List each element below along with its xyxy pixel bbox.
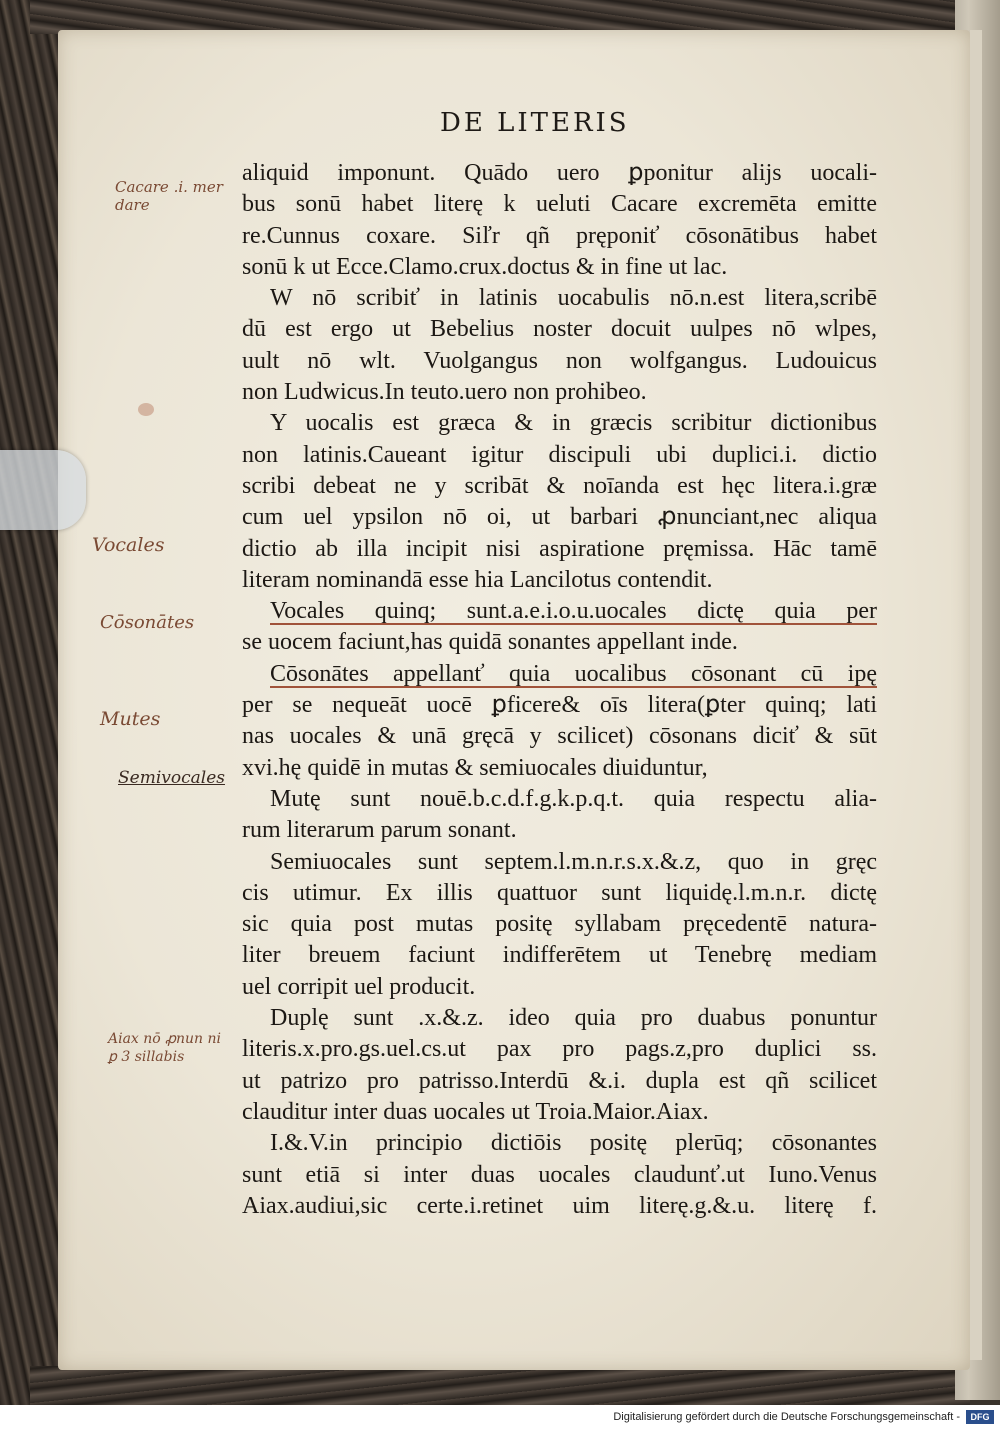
text-line: nas uocales & unā gręcā y scilicet) cōsonans diciť & sūt [242, 723, 877, 750]
plastic-bookmark [0, 450, 86, 530]
text-line: Vocales quinq; sunt.a.e.i.o.u.uocales dictę quia per [270, 598, 877, 625]
text-line: Cōsonātes appellanť quia uocalibus cōsonant cū ipę [270, 660, 877, 687]
text-line: clauditur inter duas uocales ut Troia.Maior.Aiax. [242, 1098, 709, 1125]
text-line: dictio ab illa incipit nisi aspiratione pręmissa. Hāc tamē [242, 535, 877, 562]
text-line: Aiax.audiui,sic certe.i.retinet uim literę.g.&.u. literę f. [242, 1192, 877, 1219]
text-line: Duplę sunt .x.&.z. ideo quia pro duabus ponuntur [270, 1005, 877, 1032]
text-line: W nō scribiť in latinis uocabulis nō.n.est litera,scribē [270, 285, 877, 312]
text-line: Semiuocales sunt septem.l.m.n.r.s.x.&.z, quo in gręc [270, 848, 877, 875]
text-line: bus sonū habet literę k ueluti Cacare excremēta emitte [242, 191, 877, 218]
text-line: sunt etiā si inter duas uocales claudunť.ut Iuno.Venus [242, 1161, 877, 1188]
text-line: cis utimur. Ex illis quattuor sunt liquidę.l.m.n.r. dictę [242, 879, 877, 906]
text-line: rum literarum parum sonant. [242, 817, 517, 844]
book-binding-top [30, 0, 970, 34]
text-line: literis.x.pro.gs.uel.cs.ut pax pro pags.z,pro duplici ss. [242, 1036, 877, 1063]
text-line: aliquid imponunt. Quādo uero ꝑponitur alijs uocali- [242, 160, 877, 186]
body-text [242, 158, 877, 1222]
text-line: I.&.V.in principio dictiōis positę plerūq; cōsonantes [270, 1130, 877, 1157]
text-line: scribi debeat ne y scribāt & noīanda est hęc litera.i.græ [242, 472, 877, 499]
text-line: liter breuem faciunt indifferētem ut Tenebrę mediam [242, 942, 877, 969]
text-line: sonū k ut Ecce.Clamo.crux.doctus & in fine ut lac. [242, 253, 728, 280]
margin-note-consonantes: Cōsonātes [100, 612, 195, 633]
text-line: re.Cunnus coxare. Siľr qñ pręponiť cōsonātibus habet [242, 222, 877, 249]
running-head: DE LITERIS [440, 108, 630, 138]
margin-note-semivocales: Semivocales [118, 768, 225, 788]
text-line: non latinis.Caueant igitur discipuli ubi duplici.i. dictio [242, 441, 877, 468]
text-line: Mutę sunt nouē.b.c.d.f.g.k.p.q.t. quia respectu alia- [270, 785, 877, 812]
text-line: dū est ergo ut Bebelius noster docuit uulpes nō wlpes, [242, 316, 877, 343]
text-line: ut patrizo pro patrisso.Interdū &.i. dupla est qñ scilicet [242, 1067, 877, 1094]
text-line: uel corripit uel producit. [242, 973, 476, 1000]
margin-note-cacare: Cacare .i. mer dare [115, 178, 223, 214]
margin-note-aiax: Aiax nō ꝓnun ni ꝑ 3 sillabis [108, 1031, 222, 1065]
funding-credit: Digitalisierung gefördert durch die Deutsche Forschungsgemeinschaft - [613, 1411, 960, 1423]
text-line: cum uel ypsilon nō oi, ut barbari ꝓnunciant,nec aliqua [242, 504, 877, 531]
text-line: sic quia post mutas positę syllabam pręcedentē natura- [242, 911, 877, 938]
text-line: per se nequeāt uocē ꝑficere& oīs litera(ꝑter quinq; lati [242, 692, 877, 719]
book-binding-bottom [30, 1366, 970, 1405]
ink-stain [138, 403, 154, 416]
text-line: literam nominandā esse hia Lancilotus contendit. [242, 566, 713, 593]
margin-note-mutes: Mutes [100, 708, 161, 730]
text-line: xvi.hę quidē in mutas & semiuocales diuiduntur, [242, 754, 708, 781]
margin-note-vocales: Vocales [92, 534, 165, 556]
dfg-logo-icon: DFG [966, 1410, 994, 1424]
text-line: uult nō wlt. Vuolgangus non wolfgangus. Ludouicus [242, 347, 877, 374]
book-binding-left [0, 0, 62, 1405]
text-line: se uocem faciunt,has quidā sonantes appellant inde. [242, 629, 738, 656]
text-line: Y uocalis est græca & in græcis scribitur dictionibus [270, 410, 877, 437]
text-line: non Ludwicus.In teuto.uero non prohibeo. [242, 379, 647, 406]
page-fore-edge [970, 30, 982, 1360]
digitization-footer [0, 1405, 1000, 1431]
